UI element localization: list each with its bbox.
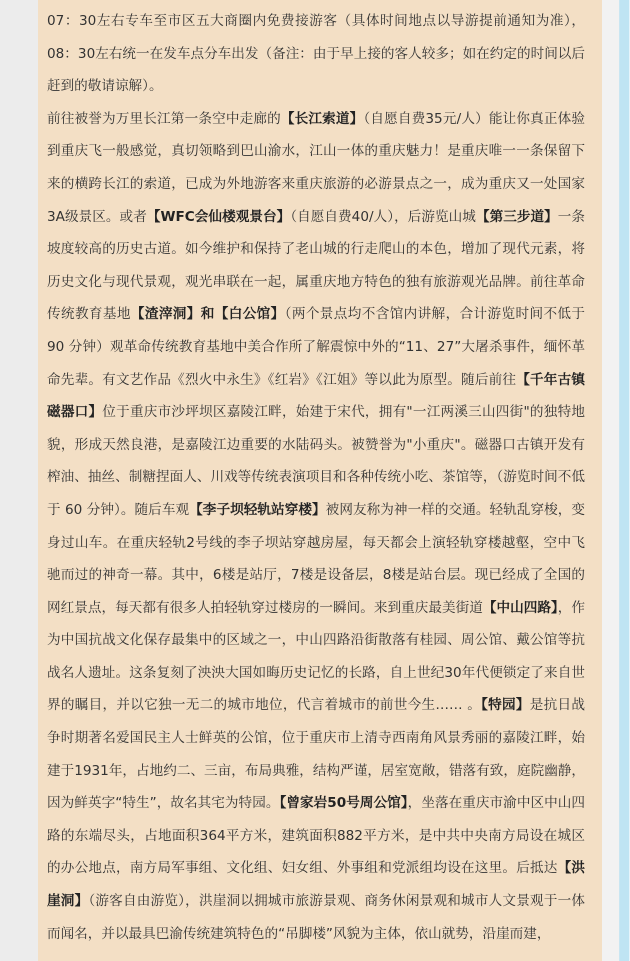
attraction-name: 【长江索道】 [280,110,364,127]
itinerary-text [47,5,585,950]
text-segment: （游客自由游览），洪崖洞以拥城市旅游景观、商务休闲景观和城市人文景观于一体而闻名，并以最具巴渝传统建筑特色的“吊脚楼”风貌为主体，依山就势，沿崖而建， [47,893,585,942]
paragraph-sightseeing [47,103,585,950]
text-segment: ，坐落在重庆市渝中区中山四路的东端尽头，占地面积364平方米，建筑面积882平方米，是中共中央南方局设在城区的办公地点，南方局军事组、文化组、妇女组、外事组和党派组均设在这里。后抵达 [47,795,585,877]
text-segment: 一条坡度较高的历史古道。如今维护和保持了老山城的行走爬山的本色，增加了现代元素，将历史文化与现代景观，观光串联在一起，属重庆地方特色的独有旅游观光品牌。前往革命传统教育基地 [47,208,586,323]
attraction-name: 【WFC会仙楼观景台】 [146,208,291,225]
scrollbar-thumb[interactable] [620,0,629,961]
text-segment: ，作为中国抗战文化保存最集中的区域之一，中山四路沿街散落有桂园、周公馆、戴公馆等抗战名人遗址。这条复刻了泱泱大国如晦历史记忆的长路，自上世纪30年代便锁定了来自世界的瞩目，并以它独一无二的城市地位，代言着城市的前世今生…… 。 [47,599,586,714]
left-margin [0,0,38,961]
text-segment: （自愿自费35元/人）能让你真正体验到重庆飞一般感觉，真切领略到巴山渝水，江山一体的重庆魅力！是重庆唯一一条保留下来的横跨长江的索道，已成为外地游客来重庆旅游的必游景点之一，成为重庆又一处国家3A级景区。或者 [47,110,586,225]
attraction-name: 【曾家岩50号周公馆】 [279,795,408,812]
attraction-name: 【洪崖洞】 [47,860,586,910]
paragraph-pickup: 07：30左右专车至市区五大商圈内免费接游客（具体时间地点以导游提前通知为准），08：30左右统一在发车点分车出发（备注：由于早上接的客人较多；如在约定的时间以后赶到的敬请谅解）。 [47,13,585,95]
attraction-name: 【千年古镇磁器口】 [47,371,585,421]
text-segment: 是抗日战争时期著名爱国民主人士鲜英的公馆，位于重庆市上清寺西南角风景秀丽的嘉陵江畔，始建于1931年，占地约二、三亩，布局典雅，结构严谨，居室宽敞，错落有致，庭院幽静，因为鲜英字“特生”，故名其宅为特园。 [47,697,586,812]
attraction-name: 【中山四路】 [482,599,558,616]
text-segment: 位于重庆市沙坪坝区嘉陵江畔，始建于宋代，拥有"一江两溪三山四街"的独特地貌，形成天然良港，是嘉陵江边重要的水陆码头。被赞誉为"小重庆"。磁器口古镇开发有榨油、抽丝、制糖捏面人、川戏等传统表演项目和各种传统小吃、茶馆等，（游览时间不低于 60 分钟）。随后车观 [47,404,585,518]
text-segment: （两个景点均不含馆内讲解，合计游览时间不低于 90 分钟）观革命传统教育基地中美合作所了解震惊中外的“11、27”大屠杀事件，缅怀革命先辈。有文艺作品《烈火中永生》《红岩》《江姐》等以此为原型。随后前往 [47,306,586,388]
text-segment: 前往被誉为万里长江第一条空中走廊的 [47,110,281,127]
attraction-name: 【第三步道】 [475,208,558,225]
attraction-name: 【特园】 [481,697,530,714]
attraction-name: 【李子坝轻轨站穿楼】 [189,501,326,518]
attraction-name: 【渣滓洞】和【白公馆】 [130,306,285,323]
text-segment: （自愿自费40/人），后游览山城 [290,208,476,225]
text-segment: 被网友称为神一样的交通。轻轨乱穿梭，变身过山车。在重庆轻轨2号线的李子坝站穿越房屋，每天都会上演轻轨穿楼越壑，空中飞驰而过的神奇一幕。其中，6楼是站厅，7楼是设备层，8楼是站台层。现已经成了全国的网红景点，每天都有很多人拍轻轨穿过楼房的一瞬间。来到重庆最美街道 [47,501,586,616]
